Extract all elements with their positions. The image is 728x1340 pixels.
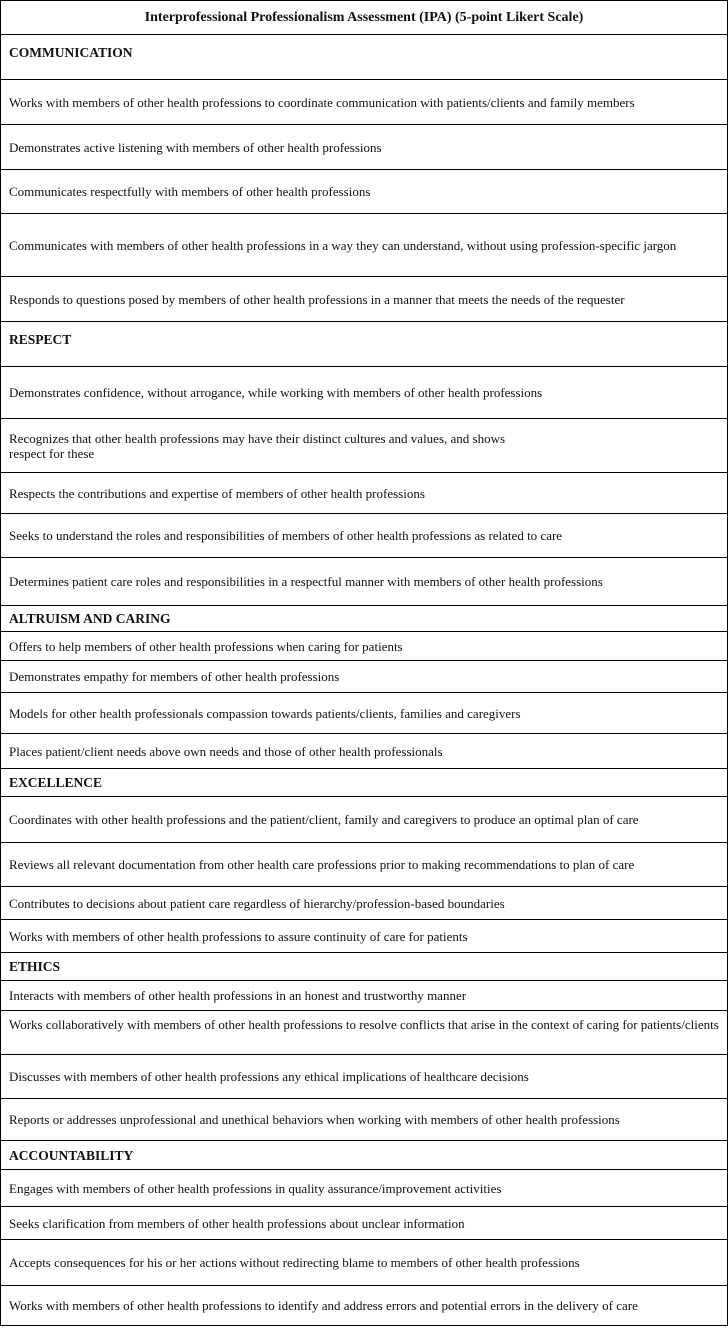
section-heading-communication: COMMUNICATION <box>1 35 728 80</box>
item-text: Places patient/client needs above own needs and those of other health professionals <box>1 734 728 769</box>
item-text: Seeks clarification from members of other health professions about unclear information <box>1 1207 728 1240</box>
table-row <box>1 558 728 606</box>
item-text: Demonstrates confidence, without arrogance, while working with members of other health professions <box>1 367 728 419</box>
section-heading-altruism: ALTRUISM AND CARING <box>1 606 728 632</box>
title-row <box>1 1 728 35</box>
table-row <box>1 170 728 214</box>
table-row <box>1 1170 728 1207</box>
table-row <box>1 1011 728 1055</box>
item-text: Determines patient care roles and responsibilities in a respectful manner with members of other health professions <box>1 558 728 606</box>
item-text: Reports or addresses unprofessional and unethical behaviors when working with members of other health professions <box>1 1099 728 1141</box>
item-text: Communicates respectfully with members of other health professions <box>1 170 728 214</box>
item-text: Engages with members of other health professions in quality assurance/improvement activities <box>1 1170 728 1207</box>
item-text: Respects the contributions and expertise of members of other health professions <box>1 473 728 514</box>
section-heading-respect: RESPECT <box>1 322 728 367</box>
table-row <box>1 367 728 419</box>
item-text: Offers to help members of other health professions when caring for patients <box>1 632 728 661</box>
table-row <box>1 419 728 473</box>
item-text: Works with members of other health professions to assure continuity of care for patients <box>1 920 728 953</box>
section-heading-accountability: ACCOUNTABILITY <box>1 1141 728 1170</box>
table-row <box>1 214 728 277</box>
table-title: Interprofessional Professionalism Assessment (IPA) (5-point Likert Scale) <box>1 1 728 35</box>
table-row <box>1 693 728 734</box>
table-row <box>1 1240 728 1286</box>
table-row <box>1 473 728 514</box>
item-text: Discusses with members of other health professions any ethical implications of healthcare decisions <box>1 1055 728 1099</box>
section-row-excellence <box>1 769 728 797</box>
table-row <box>1 277 728 322</box>
section-row-communication <box>1 35 728 80</box>
item-text: Demonstrates active listening with members of other health professions <box>1 125 728 170</box>
table-row <box>1 632 728 661</box>
section-heading-ethics: ETHICS <box>1 953 728 981</box>
table-row <box>1 981 728 1011</box>
item-text: Contributes to decisions about patient care regardless of hierarchy/profession-based boundaries <box>1 887 728 920</box>
table-row <box>1 514 728 558</box>
section-row-respect <box>1 322 728 367</box>
table-row <box>1 1207 728 1240</box>
item-text: Models for other health professionals compassion towards patients/clients, families and caregivers <box>1 693 728 734</box>
item-text: Reviews all relevant documentation from other health care professions prior to making recommendations to plan of care <box>1 843 728 887</box>
table-row <box>1 734 728 769</box>
table-row <box>1 887 728 920</box>
item-text: Works with members of other health professions to coordinate communication with patients/clients and family members <box>1 80 728 125</box>
section-heading-excellence: EXCELLENCE <box>1 769 728 797</box>
item-text: Communicates with members of other health professions in a way they can understand, without using profession-specific jargon <box>1 214 728 277</box>
table-row <box>1 661 728 693</box>
item-text: Demonstrates empathy for members of other health professions <box>1 661 728 693</box>
table-row <box>1 797 728 843</box>
table-row <box>1 1286 728 1326</box>
table-row <box>1 920 728 953</box>
section-row-accountability <box>1 1141 728 1170</box>
section-row-ethics <box>1 953 728 981</box>
table-row <box>1 125 728 170</box>
section-row-altruism <box>1 606 728 632</box>
item-text: Coordinates with other health professions and the patient/client, family and caregivers to produce an optimal plan of care <box>1 797 728 843</box>
item-text: Works collaboratively with members of other health professions to resolve conflicts that arise in the context of caring for patients/clients <box>1 1011 728 1055</box>
item-text: Interacts with members of other health professions in an honest and trustworthy manner <box>1 981 728 1011</box>
item-text: Seeks to understand the roles and responsibilities of members of other health professions as related to care <box>1 514 728 558</box>
table-row <box>1 80 728 125</box>
table-row <box>1 843 728 887</box>
item-text: Responds to questions posed by members of other health professions in a manner that meets the needs of the requester <box>1 277 728 322</box>
item-text: Works with members of other health professions to identify and address errors and potential errors in the delivery of care <box>1 1286 728 1326</box>
table-row <box>1 1055 728 1099</box>
item-text: Accepts consequences for his or her actions without redirecting blame to members of other health professions <box>1 1240 728 1286</box>
item-text: Recognizes that other health professions may have their distinct cultures and values, and shows respect for these <box>1 419 728 473</box>
table-row <box>1 1099 728 1141</box>
